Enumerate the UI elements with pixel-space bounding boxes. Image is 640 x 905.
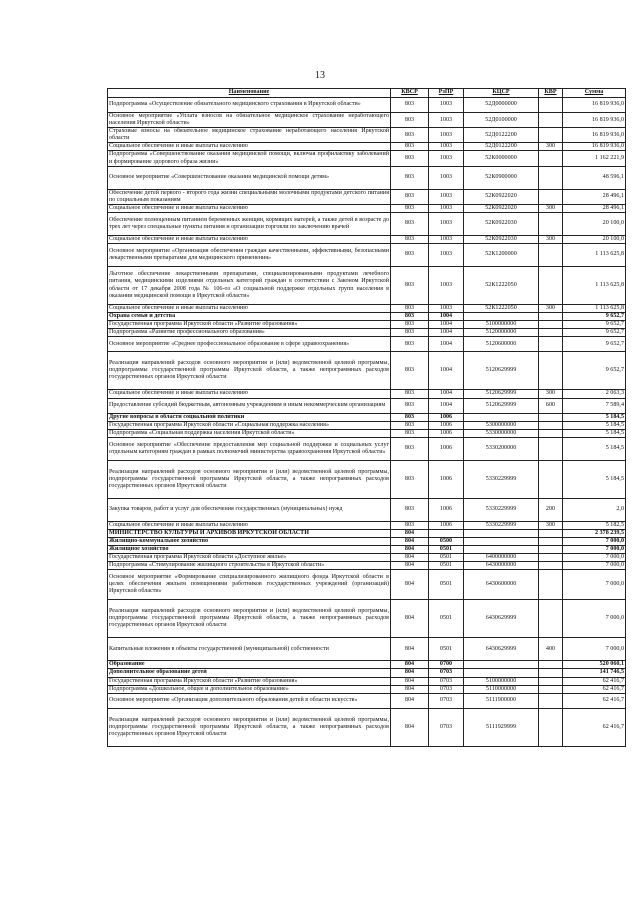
- cell-kvsr: 804: [391, 546, 429, 554]
- cell-rzpr: 1004: [429, 337, 464, 352]
- cell-sum: 5 184,5: [563, 460, 626, 498]
- cell-kvr: 300: [539, 521, 563, 529]
- cell-kvr: 600: [539, 398, 563, 413]
- cell-kvsr: 803: [391, 166, 429, 189]
- cell-kcsr: 5100000000: [464, 321, 539, 329]
- cell-kvr: [539, 562, 563, 570]
- cell-name: Основное мероприятие «Уплата взносов на обязательное медицинское страхование неработающего населения Иркутской области»: [109, 113, 389, 127]
- cell-name: Основное мероприятие «Обеспечение предоставления мер социальной поддержки и социальных услуг отдельным категориям граждан в рамках полномочий министерства здравоохранения Иркутской области»: [108, 437, 391, 460]
- cell-kcsr: 5330000000: [464, 429, 539, 437]
- cell-kcsr: 52К0922030: [464, 212, 539, 235]
- cell-kvsr: 803: [391, 460, 429, 498]
- header-kcsr: КЦСР: [464, 89, 539, 98]
- table-row: [108, 537, 626, 545]
- cell-name: Реализация направлений расходов основного мероприятия и (или) ведомственной целевой программы, подпрограммы государственной программы Иркутской области, а также непрограммных расходов государственных органов Иркутской области: [108, 460, 391, 498]
- cell-kvsr: 803: [391, 437, 429, 460]
- cell-kvsr: 803: [391, 189, 429, 204]
- cell-rzpr: 1003: [429, 305, 464, 313]
- cell-kvsr: 804: [391, 554, 429, 562]
- cell-kvr: [539, 685, 563, 693]
- cell-kvsr: 803: [391, 521, 429, 529]
- cell-kcsr: 52Д0100000: [464, 113, 539, 128]
- cell-kcsr: [464, 537, 539, 545]
- cell-sum: 7 589,4: [563, 398, 626, 413]
- cell-rzpr: 1004: [429, 398, 464, 413]
- cell-sum: 16 819 936,0: [563, 113, 626, 128]
- cell-rzpr: 1003: [429, 166, 464, 189]
- table-row: [108, 546, 626, 554]
- page-number: 13: [315, 70, 325, 81]
- cell-kcsr: [464, 661, 539, 669]
- table-row: [108, 352, 626, 390]
- cell-rzpr: 1003: [429, 189, 464, 204]
- table-row: [108, 321, 626, 329]
- cell-kcsr: 5100000000: [464, 677, 539, 685]
- cell-name: Социальное обеспечение и иные выплаты населению: [108, 390, 391, 398]
- cell-sum: 62 416,7: [563, 677, 626, 685]
- cell-sum: 7 000,0: [563, 562, 626, 570]
- cell-kvsr: 803: [391, 113, 429, 128]
- table-body: [108, 98, 626, 747]
- cell-rzpr: 0501: [429, 546, 464, 554]
- cell-kcsr: 5120629999: [464, 390, 539, 398]
- header-name: Наименование: [108, 89, 391, 98]
- cell-kvr: [539, 212, 563, 235]
- cell-sum: 7 000,0: [563, 537, 626, 545]
- cell-kvr: 300: [539, 390, 563, 398]
- cell-rzpr: 1003: [429, 204, 464, 212]
- cell-name: Социальное обеспечение и иные выплаты населению: [108, 305, 391, 313]
- table-row: [108, 128, 626, 143]
- cell-sum: 7 000,0: [563, 600, 626, 638]
- cell-kvr: [539, 554, 563, 562]
- cell-rzpr: 1003: [429, 267, 464, 305]
- cell-name: Подпрограмма «Осуществление обязательного медицинского страхования в Иркутской области»: [108, 98, 391, 113]
- cell-kvr: [539, 413, 563, 421]
- cell-kvr: [539, 128, 563, 143]
- cell-name: Реализация направлений расходов основного мероприятия и (или) ведомственной целевой программы, подпрограммы государственной программы Иркутской области, а также непрограммных расходов государственных органов Иркутской области: [108, 600, 391, 638]
- cell-rzpr: 0703: [429, 708, 464, 746]
- cell-kcsr: 52К0922020: [464, 189, 539, 204]
- cell-rzpr: 0501: [429, 600, 464, 638]
- cell-rzpr: 0703: [429, 677, 464, 685]
- cell-name: Другие вопросы в области социальной политики: [108, 413, 391, 421]
- cell-name: Реализация направлений расходов основного мероприятия и (или) ведомственной целевой программы, подпрограммы государственной программы Иркутской области, а также непрограммных расходов государственных органов Иркутской области: [108, 708, 391, 746]
- cell-rzpr: 1006: [429, 460, 464, 498]
- table-row: [108, 113, 626, 128]
- cell-rzpr: 0501: [429, 562, 464, 570]
- table-row: [108, 708, 626, 746]
- cell-rzpr: 1004: [429, 352, 464, 390]
- cell-kvr: [539, 669, 563, 677]
- table-row: [108, 329, 626, 337]
- cell-rzpr: 1006: [429, 413, 464, 421]
- cell-sum: 5 184,5: [563, 413, 626, 421]
- cell-kvsr: 803: [391, 128, 429, 143]
- table-row: [108, 98, 626, 113]
- cell-kcsr: [464, 313, 539, 321]
- cell-name: Льготное обеспечение лекарственными препаратами, специализированными продуктами лечебного питания, медицинскими изделиями отдельных категорий граждан в соответствии с Законом Иркутской области от 17 декабря 2008 года № 106-оз «О социальной поддержке отдельных групп населения в оказании медицинской помощи в Иркутской области»: [108, 267, 391, 305]
- cell-kvr: [539, 321, 563, 329]
- cell-rzpr: 0501: [429, 554, 464, 562]
- table-row: [108, 143, 626, 151]
- cell-kvsr: 803: [391, 352, 429, 390]
- cell-sum: 141 746,5: [563, 669, 626, 677]
- cell-kvsr: 803: [391, 98, 429, 113]
- cell-rzpr: 0700: [429, 661, 464, 669]
- cell-kvsr: 803: [391, 421, 429, 429]
- cell-rzpr: 1004: [429, 329, 464, 337]
- cell-name: Основное мероприятие «Формирование специализированного жилищного фонда Иркутской области в целях обеспечения жильем помещениями работников государственных учреждений (организаций) Иркутской области»: [108, 570, 391, 600]
- cell-rzpr: 1004: [429, 390, 464, 398]
- table-row: [108, 685, 626, 693]
- table-header-row: [108, 89, 626, 98]
- table-row: [108, 398, 626, 413]
- cell-rzpr: 0703: [429, 669, 464, 677]
- cell-name: Образование: [108, 661, 391, 669]
- cell-sum: 5 184,5: [563, 437, 626, 460]
- cell-kcsr: 6430629999: [464, 638, 539, 661]
- cell-kvsr: 803: [391, 329, 429, 337]
- cell-kcsr: 5330200000: [464, 437, 539, 460]
- cell-kvsr: 804: [391, 685, 429, 693]
- cell-kcsr: 5120000000: [464, 329, 539, 337]
- cell-rzpr: 0501: [429, 638, 464, 661]
- cell-kvsr: 804: [391, 693, 429, 708]
- cell-kvr: [539, 460, 563, 498]
- cell-kvsr: 804: [391, 570, 429, 600]
- cell-rzpr: 1006: [429, 498, 464, 521]
- cell-kvr: 300: [539, 305, 563, 313]
- cell-sum: 16 819 936,0: [563, 143, 626, 151]
- cell-kcsr: 5330229999: [464, 521, 539, 529]
- cell-name: Социальное обеспечение и иные выплаты населению: [108, 204, 391, 212]
- cell-sum: 1 113 625,8: [563, 244, 626, 267]
- cell-sum: 5 182,5: [563, 521, 626, 529]
- cell-kvsr: 803: [391, 429, 429, 437]
- cell-kvsr: 803: [391, 244, 429, 267]
- cell-kcsr: 52К0922020: [464, 204, 539, 212]
- header-kvr: КВР: [539, 89, 563, 98]
- cell-kcsr: 5111929999: [464, 708, 539, 746]
- table-row: [108, 562, 626, 570]
- cell-kcsr: 6430629999: [464, 600, 539, 638]
- cell-sum: 62 416,7: [563, 685, 626, 693]
- cell-name: Страховые взносы на обязательное медицинское страхование неработающего населения Иркутской области: [109, 128, 389, 142]
- cell-rzpr: 0703: [429, 693, 464, 708]
- cell-kvsr: 803: [391, 212, 429, 235]
- table-row: [108, 421, 626, 429]
- cell-kvr: [539, 151, 563, 166]
- table-row: [108, 212, 626, 235]
- cell-kcsr: 52К0900000: [464, 166, 539, 189]
- cell-kvr: [539, 421, 563, 429]
- cell-rzpr: 1006: [429, 521, 464, 529]
- cell-sum: 9 652,7: [563, 337, 626, 352]
- cell-sum: 1 162 221,9: [563, 151, 626, 166]
- cell-rzpr: 1003: [429, 98, 464, 113]
- cell-sum: 9 652,7: [563, 321, 626, 329]
- cell-kvsr: 803: [391, 143, 429, 151]
- table-row: [108, 413, 626, 421]
- cell-kvr: [539, 437, 563, 460]
- header-kvsr: КВСР: [391, 89, 429, 98]
- cell-kvsr: 803: [391, 235, 429, 243]
- cell-kcsr: 5120629999: [464, 352, 539, 390]
- cell-name: Капитальные вложения в объекты государственной (муниципальной) собственности: [108, 638, 391, 661]
- table-row: [108, 305, 626, 313]
- cell-sum: 9 652,7: [563, 352, 626, 390]
- cell-name: Закупка товаров, работ и услуг для обеспечения государственных (муниципальных) нужд: [108, 498, 391, 521]
- table-row: [108, 437, 626, 460]
- cell-sum: 5 184,5: [563, 421, 626, 429]
- cell-name: Реализация направлений расходов основного мероприятия и (или) ведомственной целевой программы, подпрограммы государственной программы Иркутской области, а также непрограммных расходов государственных органов Иркутской области: [108, 352, 391, 390]
- cell-sum: 28 496,1: [563, 189, 626, 204]
- cell-kvsr: 804: [391, 669, 429, 677]
- cell-kvr: [539, 661, 563, 669]
- cell-kcsr: 52К1222050: [464, 267, 539, 305]
- table-row: [108, 429, 626, 437]
- cell-rzpr: 1003: [429, 212, 464, 235]
- cell-kcsr: [464, 546, 539, 554]
- cell-rzpr: 1006: [429, 429, 464, 437]
- table-row: [108, 677, 626, 685]
- cell-kvsr: 804: [391, 708, 429, 746]
- cell-kvr: [539, 329, 563, 337]
- cell-rzpr: 0500: [429, 537, 464, 545]
- cell-sum: 20 100,0: [563, 235, 626, 243]
- cell-sum: 2 378 239,5: [563, 529, 626, 537]
- cell-kvr: [539, 693, 563, 708]
- table-row: [108, 267, 626, 305]
- cell-kvsr: 803: [391, 413, 429, 421]
- cell-kcsr: [464, 529, 539, 537]
- budget-table: [107, 88, 626, 747]
- cell-name: Жилищное хозяйство: [108, 546, 391, 554]
- cell-name: Охрана семьи и детства: [108, 313, 391, 321]
- cell-rzpr: 1003: [429, 151, 464, 166]
- table-row: [108, 521, 626, 529]
- cell-kvr: [539, 313, 563, 321]
- cell-rzpr: 1003: [429, 244, 464, 267]
- cell-sum: 20 100,0: [563, 212, 626, 235]
- table-row: [108, 693, 626, 708]
- table-row: [108, 204, 626, 212]
- cell-kvr: [539, 677, 563, 685]
- cell-kcsr: 52Д0000000: [464, 98, 539, 113]
- cell-rzpr: 1006: [429, 437, 464, 460]
- cell-kvr: 200: [539, 498, 563, 521]
- table-row: [108, 529, 626, 537]
- cell-kvr: 300: [539, 143, 563, 151]
- cell-kcsr: 52К1200000: [464, 244, 539, 267]
- cell-rzpr: 1004: [429, 321, 464, 329]
- cell-rzpr: 1004: [429, 313, 464, 321]
- cell-sum: 2,0: [563, 498, 626, 521]
- cell-name: Основное мероприятие «Среднее профессиональное образование в сфере здравоохранения»: [108, 337, 391, 352]
- table-row: [108, 244, 626, 267]
- cell-sum: 62 416,7: [563, 708, 626, 746]
- header-sum: Сумма: [563, 89, 626, 98]
- cell-kvr: [539, 267, 563, 305]
- cell-kvr: [539, 529, 563, 537]
- cell-kvsr: 803: [391, 204, 429, 212]
- cell-kvr: [539, 244, 563, 267]
- table-row: [108, 669, 626, 677]
- cell-name: Основное мероприятие «Организация дополнительного образования детей в области искусств»: [108, 693, 391, 708]
- cell-sum: 62 416,7: [563, 693, 626, 708]
- cell-kcsr: 5120629999: [464, 398, 539, 413]
- cell-name: Социальное обеспечение и иные выплаты населению: [108, 521, 391, 529]
- cell-kcsr: 5110000000: [464, 685, 539, 693]
- cell-kvr: [539, 708, 563, 746]
- cell-kvsr: 803: [391, 337, 429, 352]
- cell-name: Подпрограмма «Стимулирование жилищного строительства в Иркутской области»: [108, 562, 391, 570]
- cell-kcsr: 6430000000: [464, 562, 539, 570]
- cell-kcsr: 5330229999: [464, 460, 539, 498]
- cell-name: Обеспечение полноценным питанием беременных женщин, кормящих матерей, а также детей в возрасте до трех лет через специальные пункты питания и организации торговли по заключению врачей: [108, 212, 391, 235]
- table-row: [108, 151, 626, 166]
- cell-name: Государственная программа Иркутской области «Развитие образования»: [108, 321, 391, 329]
- cell-rzpr: 1006: [429, 421, 464, 429]
- cell-sum: 9 652,7: [563, 313, 626, 321]
- cell-name: Государственная программа Иркутской области «Социальная поддержка населения»: [108, 421, 391, 429]
- cell-kvsr: 804: [391, 661, 429, 669]
- cell-sum: 7 000,0: [563, 570, 626, 600]
- cell-kvsr: 803: [391, 498, 429, 521]
- cell-kvr: [539, 352, 563, 390]
- cell-kvr: [539, 113, 563, 128]
- cell-kvsr: 803: [391, 305, 429, 313]
- cell-kvsr: 804: [391, 600, 429, 638]
- cell-kvr: [539, 600, 563, 638]
- cell-sum: 1 113 625,8: [563, 267, 626, 305]
- table-row: [108, 235, 626, 243]
- table-row: [108, 166, 626, 189]
- cell-sum: 16 819 936,0: [563, 128, 626, 143]
- cell-sum: 28 496,1: [563, 204, 626, 212]
- cell-rzpr: 1003: [429, 235, 464, 243]
- table-row: [108, 661, 626, 669]
- cell-kvr: 300: [539, 204, 563, 212]
- cell-kcsr: 6430600000: [464, 570, 539, 600]
- header-rzpr: РзПР: [429, 89, 464, 98]
- cell-kvsr: 804: [391, 562, 429, 570]
- cell-name: Государственная программа Иркутской области «Доступное жилье»: [108, 554, 391, 562]
- cell-name: Государственная программа Иркутской области «Развитие образования»: [108, 677, 391, 685]
- cell-kvsr: 804: [391, 677, 429, 685]
- cell-kvsr: 803: [391, 267, 429, 305]
- cell-kcsr: 6400000000: [464, 554, 539, 562]
- cell-kcsr: 5300000000: [464, 421, 539, 429]
- cell-kcsr: 5330229999: [464, 498, 539, 521]
- cell-kvr: [539, 166, 563, 189]
- cell-kvsr: 803: [391, 398, 429, 413]
- cell-sum: 16 819 936,0: [563, 98, 626, 113]
- cell-name: Дополнительное образование детей: [108, 669, 391, 677]
- cell-rzpr: 0501: [429, 570, 464, 600]
- table-row: [108, 570, 626, 600]
- table-row: [108, 313, 626, 321]
- cell-kvsr: 804: [391, 638, 429, 661]
- cell-kcsr: 52Д0122200: [464, 143, 539, 151]
- cell-kvr: [539, 189, 563, 204]
- cell-name: Обеспечение детей первого - второго года жизни специальными молочными продуктами детского питания по социальным показаниям: [109, 189, 389, 203]
- table-row: [108, 498, 626, 521]
- cell-kvr: [539, 337, 563, 352]
- cell-sum: 7 000,0: [563, 638, 626, 661]
- cell-kvsr: 804: [391, 537, 429, 545]
- cell-kcsr: 52К1222050: [464, 305, 539, 313]
- table-row: [108, 460, 626, 498]
- cell-name: МИНИСТЕРСТВО КУЛЬТУРЫ И АРХИВОВ ИРКУТСКОЙ ОБЛАСТИ: [108, 529, 391, 537]
- cell-kcsr: 5111900000: [464, 693, 539, 708]
- cell-kcsr: 52К0000000: [464, 151, 539, 166]
- cell-name: Социальное обеспечение и иные выплаты населению: [108, 143, 391, 151]
- cell-name: Подпрограмма «Совершенствование оказания медицинской помощи, включая профилактику заболеваний и формирование здорового образа жизни»: [109, 151, 389, 165]
- cell-kvsr: 804: [391, 529, 429, 537]
- cell-kcsr: 52К0922030: [464, 235, 539, 243]
- cell-kvsr: 803: [391, 390, 429, 398]
- table-row: [108, 554, 626, 562]
- cell-name: Жилищно-коммунальное хозяйство: [108, 537, 391, 545]
- cell-kvr: [539, 429, 563, 437]
- cell-kvr: 300: [539, 235, 563, 243]
- cell-sum: 7 000,0: [563, 554, 626, 562]
- table-row: [108, 337, 626, 352]
- table-row: [108, 390, 626, 398]
- cell-kvr: 400: [539, 638, 563, 661]
- cell-rzpr: 1003: [429, 113, 464, 128]
- cell-name: Предоставление субсидий бюджетным, автономным учреждениям и иным некоммерческим организациям: [108, 398, 391, 413]
- cell-kcsr: [464, 413, 539, 421]
- cell-sum: 7 000,0: [563, 546, 626, 554]
- cell-name: Подпрограмма «Социальная поддержка населения Иркутской области»: [108, 429, 391, 437]
- cell-kvr: [539, 546, 563, 554]
- cell-sum: 1 113 625,8: [563, 305, 626, 313]
- cell-kvr: [539, 570, 563, 600]
- table-row: [108, 600, 626, 638]
- cell-name: Социальное обеспечение и иные выплаты населению: [108, 235, 391, 243]
- cell-kcsr: 52Д0122200: [464, 128, 539, 143]
- cell-rzpr: 1003: [429, 128, 464, 143]
- table-row: [108, 189, 626, 204]
- table-row: [108, 638, 626, 661]
- cell-kvr: [539, 98, 563, 113]
- cell-kcsr: 5120600000: [464, 337, 539, 352]
- cell-sum: 5 184,5: [563, 429, 626, 437]
- cell-kvsr: 803: [391, 151, 429, 166]
- cell-kvr: [539, 537, 563, 545]
- cell-name: Основное мероприятие «Совершенствование оказания медицинской помощи детям»: [108, 166, 391, 189]
- cell-name: Подпрограмма «Развитие профессионального образования»: [108, 329, 391, 337]
- cell-name: Основное мероприятие «Организация обеспечения граждан качественными, эффективными, безопасными лекарственными препаратами для медицинского применения»: [108, 244, 391, 267]
- cell-rzpr: 1003: [429, 143, 464, 151]
- cell-name: Подпрограмма «Дошкольное, общее и дополнительное образование»: [108, 685, 391, 693]
- cell-rzpr: 0703: [429, 685, 464, 693]
- cell-sum: 9 652,7: [563, 329, 626, 337]
- cell-sum: 2 063,3: [563, 390, 626, 398]
- cell-kcsr: [464, 669, 539, 677]
- cell-sum: 520 060,1: [563, 661, 626, 669]
- cell-kvsr: 803: [391, 313, 429, 321]
- cell-rzpr: [429, 529, 464, 537]
- cell-sum: 48 596,1: [563, 166, 626, 189]
- cell-kvsr: 803: [391, 321, 429, 329]
